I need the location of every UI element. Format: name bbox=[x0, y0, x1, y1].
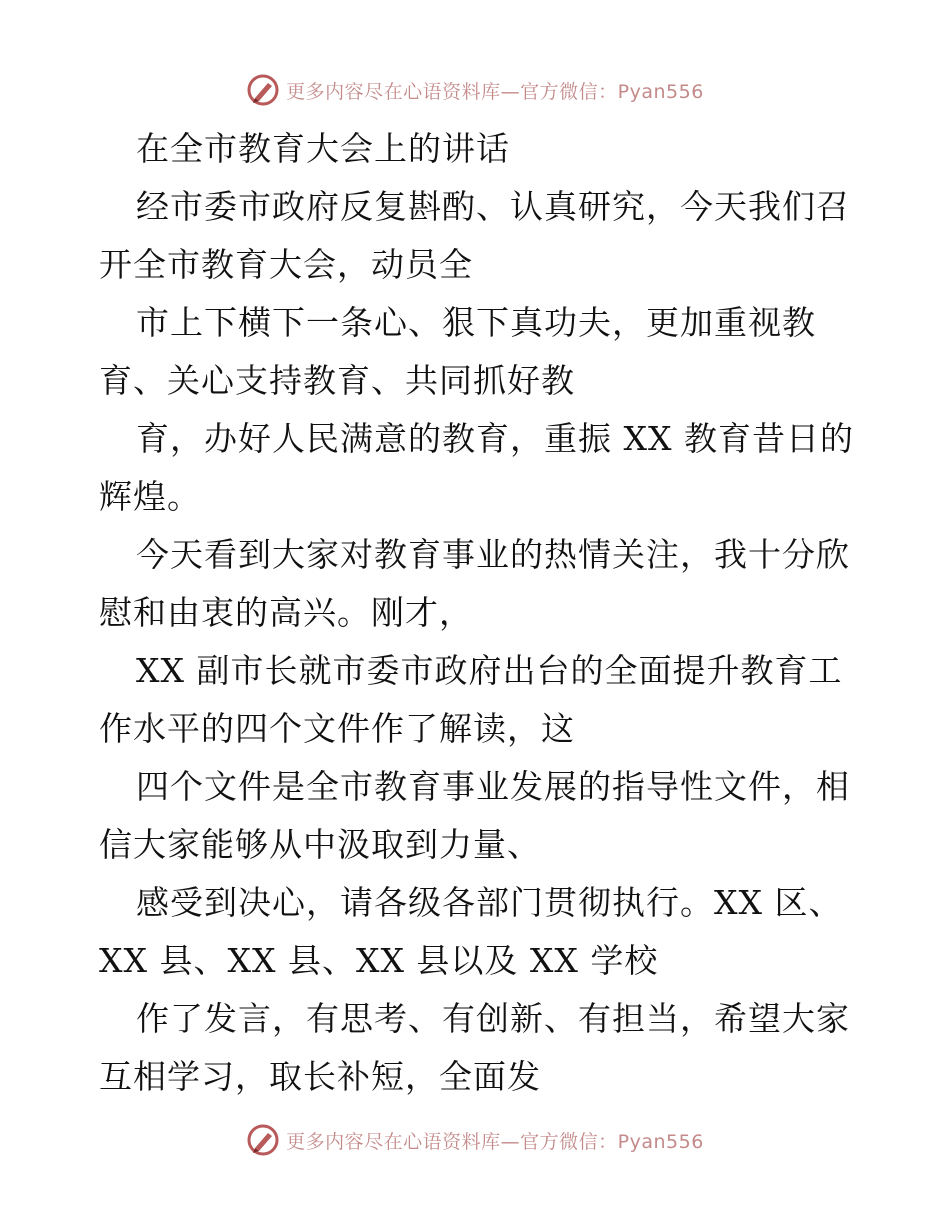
footer-text: 更多内容尽在心语资料库—官方微信：Pyan556 bbox=[286, 1130, 704, 1153]
header-banner bbox=[0, 70, 950, 110]
paragraph-line: 作水平的四个文件作了解读，这 bbox=[99, 709, 575, 748]
header-text: 更多内容尽在心语资料库—官方微信：Pyan556 bbox=[286, 80, 704, 103]
pen-logo-icon bbox=[246, 1123, 280, 1157]
paragraph-line: 四个文件是全市教育事业发展的指导性文件，相 bbox=[136, 767, 850, 806]
paragraph-line: 感受到决心，请各级各部门贯彻执行。XX 区、 bbox=[136, 883, 843, 922]
pen-logo-icon bbox=[246, 73, 280, 107]
paragraph-line: 育、关心支持教育、共同抓好教 bbox=[99, 361, 575, 400]
paragraph-line: 慰和由衷的高兴。刚才， bbox=[99, 593, 473, 632]
paragraph-line: 辉煌。 bbox=[99, 477, 201, 516]
paragraph-line: 在全市教育大会上的讲话 bbox=[136, 129, 510, 168]
paragraph-line: 市上下横下一条心、狠下真功夫，更加重视教 bbox=[136, 303, 816, 342]
paragraph-line: 开全市教育大会，动员全 bbox=[99, 245, 473, 284]
paragraph-line: 经市委市政府反复斟酌、认真研究，今天我们召 bbox=[136, 187, 850, 226]
paragraph-line: 信大家能够从中汲取到力量、 bbox=[99, 825, 541, 864]
document-body bbox=[99, 120, 859, 1106]
footer-banner bbox=[0, 1120, 950, 1160]
paragraph-line: 育，办好人民满意的教育，重振 XX 教育昔日的 bbox=[136, 419, 854, 458]
paragraph-line: 今天看到大家对教育事业的热情关注，我十分欣 bbox=[136, 535, 850, 574]
paragraph-line: 作了发言，有思考、有创新、有担当，希望大家 bbox=[136, 999, 850, 1038]
paragraph-line: XX 副市长就市委市政府出台的全面提升教育工 bbox=[136, 651, 843, 690]
paragraph-line: 互相学习，取长补短，全面发 bbox=[99, 1057, 541, 1096]
paragraph-line: XX 县、XX 县、XX 县以及 XX 学校 bbox=[99, 941, 659, 980]
